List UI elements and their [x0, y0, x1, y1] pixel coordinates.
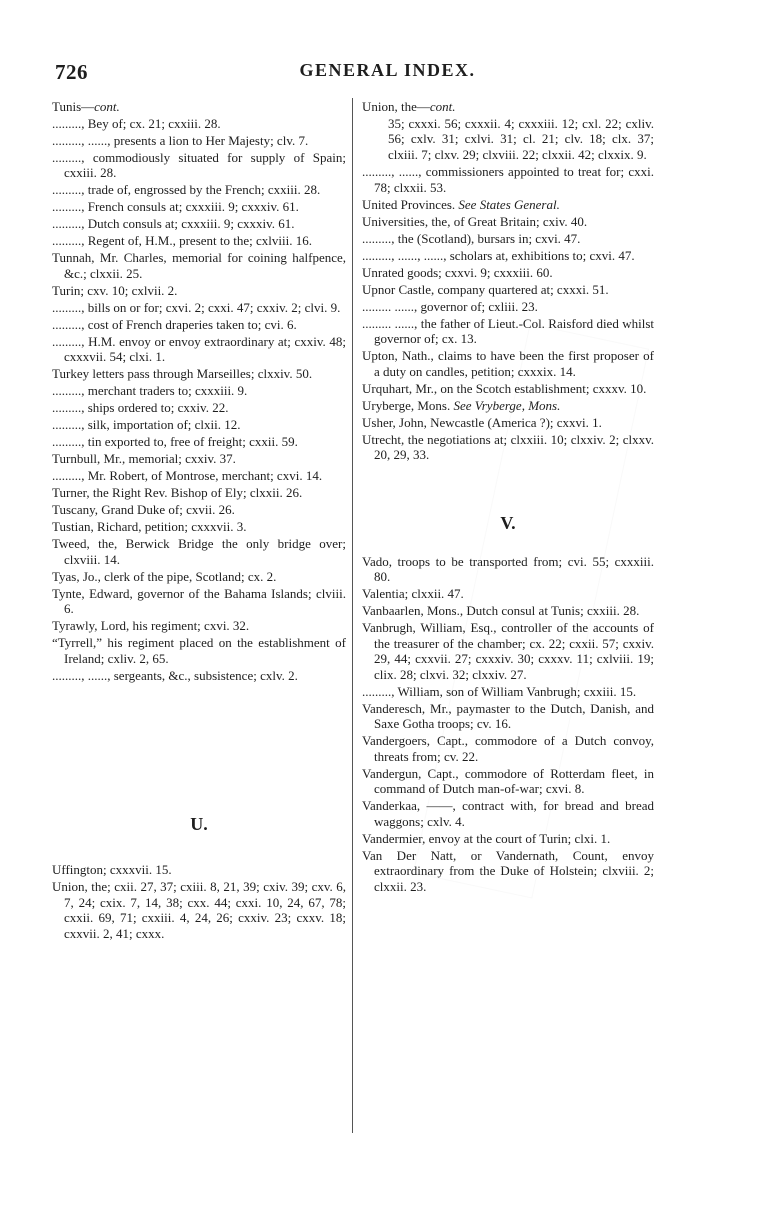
- index-entry-cross-reference: [362, 398, 654, 414]
- index-entry: Universities, the, of Great Britain; cxiv. 40.: [362, 213, 588, 229]
- index-entry: Turner, the Right Rev. Bishop of Ely; clxxii. 26.: [52, 485, 303, 500]
- index-entry: Tweed, the, Berwick Bridge the only bridge over; clxviii. 14.: [52, 536, 346, 567]
- index-entry-cross-reference: [362, 197, 654, 213]
- index-entry: Vandermier, envoy at the court of Turin; clxi. 1.: [362, 830, 611, 846]
- index-entry: Urquhart, Mr., on the Scotch establishment; cxxxv. 10.: [362, 380, 647, 396]
- continued-marker: cont.: [94, 99, 120, 114]
- index-entry: ........., Bey of; cx. 21; cxxiii. 28.: [52, 115, 221, 131]
- section-heading-v: V.: [500, 513, 516, 533]
- index-entry: Unrated goods; cxxvi. 9; cxxxiii. 60.: [362, 264, 553, 280]
- index-entry: ........., ......, commissioners appointed to treat for; cxxi. 78; clxxii. 53.: [362, 164, 654, 195]
- right-entry-list: [362, 554, 654, 895]
- index-entry: Vanderkaa, ——, contract with, for bread and bread waggons; cxlv. 4.: [362, 798, 654, 829]
- index-entry: Utrecht, the negotiations at; clxxiii. 10; clxxiv. 2; clxxv. 20, 29, 33.: [362, 431, 654, 462]
- left-entry-list: [52, 116, 346, 684]
- see-reference: See States General.: [458, 196, 560, 212]
- index-entry: ........., ......, presents a lion to Her Majesty; clv. 7.: [52, 132, 309, 148]
- index-entry: Tuscany, Grand Duke of; cxvii. 26.: [52, 502, 235, 517]
- index-entry: Upton, Nath., claims to have been the first proposer of a duty on candles, petition; cxxxix. 14.: [362, 348, 654, 379]
- index-entry: ........., the (Scotland), bursars in; cxvi. 47.: [362, 230, 581, 246]
- right-entry-list: [362, 415, 654, 463]
- index-entry: ........., Mr. Robert, of Montrose, merchant; cxvi. 14.: [52, 468, 323, 483]
- right-column: [362, 99, 654, 896]
- index-entry: Turkey letters pass through Marseilles; clxxiv. 50.: [52, 366, 313, 381]
- index-entry: Vandergoers, Capt., commodore of a Dutch convoy, threats from; cv. 22.: [362, 733, 654, 764]
- index-entry: ........., tin exported to, free of freight; cxxii. 59.: [52, 434, 298, 449]
- continued-heading: [362, 99, 654, 115]
- section-spacer: [52, 832, 346, 862]
- index-entry: ........., bills on or for; cxvi. 2; cxxi. 47; cxxiv. 2; clvi. 9.: [52, 299, 341, 315]
- section-spacer: [362, 532, 654, 554]
- left-entry-list: [52, 862, 346, 941]
- index-entry: ........., French consuls at; cxxxiii. 9; cxxxiv. 61.: [52, 199, 299, 214]
- page-number: 726: [55, 60, 88, 84]
- index-entry: ........., H.M. envoy or envoy extraordinary at; cxxiv. 48; cxxxvii. 54; clxi. 1.: [52, 333, 346, 364]
- index-entry: ........., ......, ......, scholars at, exhibitions to; cxvi. 47.: [362, 247, 635, 263]
- index-entry: Vanbrugh, William, Esq., controller of the accounts of the treasurer of the chamber; cx. 22; cxxii. 57; cxxiv. 29, 44; cxxvii. 27; cxxxiv. 30; cxxxv. 11; cxlviii. 19; clix. 28; clxvi. 32; clxxiv. 27.: [362, 620, 654, 682]
- index-entry: ......... ......, the father of Lieut.-Col. Raisford died whilst governor of; cx. 13.: [362, 315, 654, 346]
- index-entry: Tustian, Richard, petition; cxxxvii. 3.: [52, 519, 247, 534]
- index-entry: ........., trade of, engrossed by the French; cxxiii. 28.: [52, 182, 321, 197]
- index-entry: ........., Dutch consuls at; cxxxiii. 9; cxxxiv. 61.: [52, 216, 295, 231]
- page-header: [55, 60, 720, 86]
- index-entry: Turin; cxv. 10; cxlvii. 2.: [52, 282, 178, 298]
- entry-term: Uryberge, Mons.: [362, 397, 451, 413]
- right-entry-list: [362, 214, 654, 397]
- index-entry: ........., Regent of, H.M., present to the; cxlviii. 16.: [52, 233, 312, 248]
- index-entry: ........., ......, sergeants, &c., subsistence; cxlv. 2.: [52, 667, 298, 683]
- index-entry: “Tyrrell,” his regiment placed on the establishment of Ireland; cxliv. 2, 65.: [52, 635, 346, 666]
- index-entry: Vado, troops to be transported from; cvi. 55; cxxxiii. 80.: [362, 553, 654, 584]
- section-heading-u: U.: [190, 813, 208, 834]
- index-entry: Tynte, Edward, governor of the Bahama Islands; clviii. 6.: [52, 585, 346, 616]
- index-entry: Usher, John, Newcastle (America ?); cxxvi. 1.: [362, 414, 602, 430]
- index-entry: Tyas, Jo., clerk of the pipe, Scotland; cx. 2.: [52, 568, 277, 584]
- index-entry: ........., ships ordered to; cxxiv. 22.: [52, 400, 229, 415]
- index-entry: Vandergun, Capt., commodore of Rotterdam fleet, in command of Dutch man-of-war; cxvi. 8.: [362, 765, 654, 796]
- continued-heading-text: Union, the—: [362, 99, 430, 114]
- index-entry: ........., cost of French draperies taken to; cvi. 6.: [52, 316, 297, 332]
- index-entry: Valentia; clxxii. 47.: [362, 586, 464, 601]
- entry-term: United Provinces.: [362, 196, 456, 212]
- left-column: [52, 99, 346, 943]
- index-entry: ........., commodiously situated for supply of Spain; cxxiii. 28.: [52, 149, 346, 180]
- index-entry: Vanbaarlen, Mons., Dutch consul at Tunis; cxxiii. 28.: [362, 603, 640, 618]
- index-entry: Van Der Natt, or Vandernath, Count, envoy extraordinary from the Duke of Holstein; clxviii. 2; clxxii. 23.: [362, 847, 654, 894]
- index-entry: Turnbull, Mr., memorial; cxxiv. 37.: [52, 451, 236, 466]
- running-title: GENERAL INDEX.: [299, 60, 476, 80]
- see-reference: See Vryberge, Mons.: [453, 397, 561, 413]
- index-entry: ........., merchant traders to; cxxxiii. 9.: [52, 383, 248, 398]
- section-spacer: [52, 685, 346, 817]
- union-continued-refs: 35; cxxxi. 56; cxxxii. 4; cxxxiii. 12; cxl. 22; cxliv. 56; cxlv. 31; cxlvi. 31; cl. 21; clv. 18; clx. 37; clxiii. 7; clxv. 29; clxviii. 22; clxxii. 42; clxxix. 9.: [388, 115, 654, 162]
- index-entry: ........., William, son of William Vanbrugh; cxxiii. 15.: [362, 683, 637, 699]
- continued-heading: [52, 99, 346, 115]
- continued-marker: cont.: [429, 99, 456, 114]
- index-entry: Tunnah, Mr. Charles, memorial for coining halfpence, &c.; clxxii. 25.: [52, 250, 346, 281]
- index-entry: Union, the; cxii. 27, 37; cxiii. 8, 21, 39; cxiv. 39; cxv. 6, 7, 24; cxix. 7, 14, 38; cxx. 44; cxxi. 10, 24, 67, 78; cxxii. 69, 71; cxxiii. 4, 24, 26; cxxiv. 23; cxxv. 18; cxxvii. 2, 41; cxxx.: [52, 879, 346, 941]
- index-entry: Uffington; cxxxvii. 15.: [52, 862, 172, 877]
- column-divider: [352, 98, 353, 1133]
- section-spacer: [362, 464, 654, 516]
- index-entry: Tyrawly, Lord, his regiment; cxvi. 32.: [52, 618, 250, 633]
- index-entry: Vanderesch, Mr., paymaster to the Dutch, Danish, and Saxe Gotha troops; cv. 16.: [362, 700, 654, 731]
- index-entry: ........., silk, importation of; clxii. 12.: [52, 417, 241, 432]
- index-entry: Upnor Castle, company quartered at; cxxxi. 51.: [362, 281, 609, 297]
- continued-heading-text: Tunis—: [52, 99, 95, 114]
- index-entry: ......... ......, governor of; cxliii. 23.: [362, 298, 538, 314]
